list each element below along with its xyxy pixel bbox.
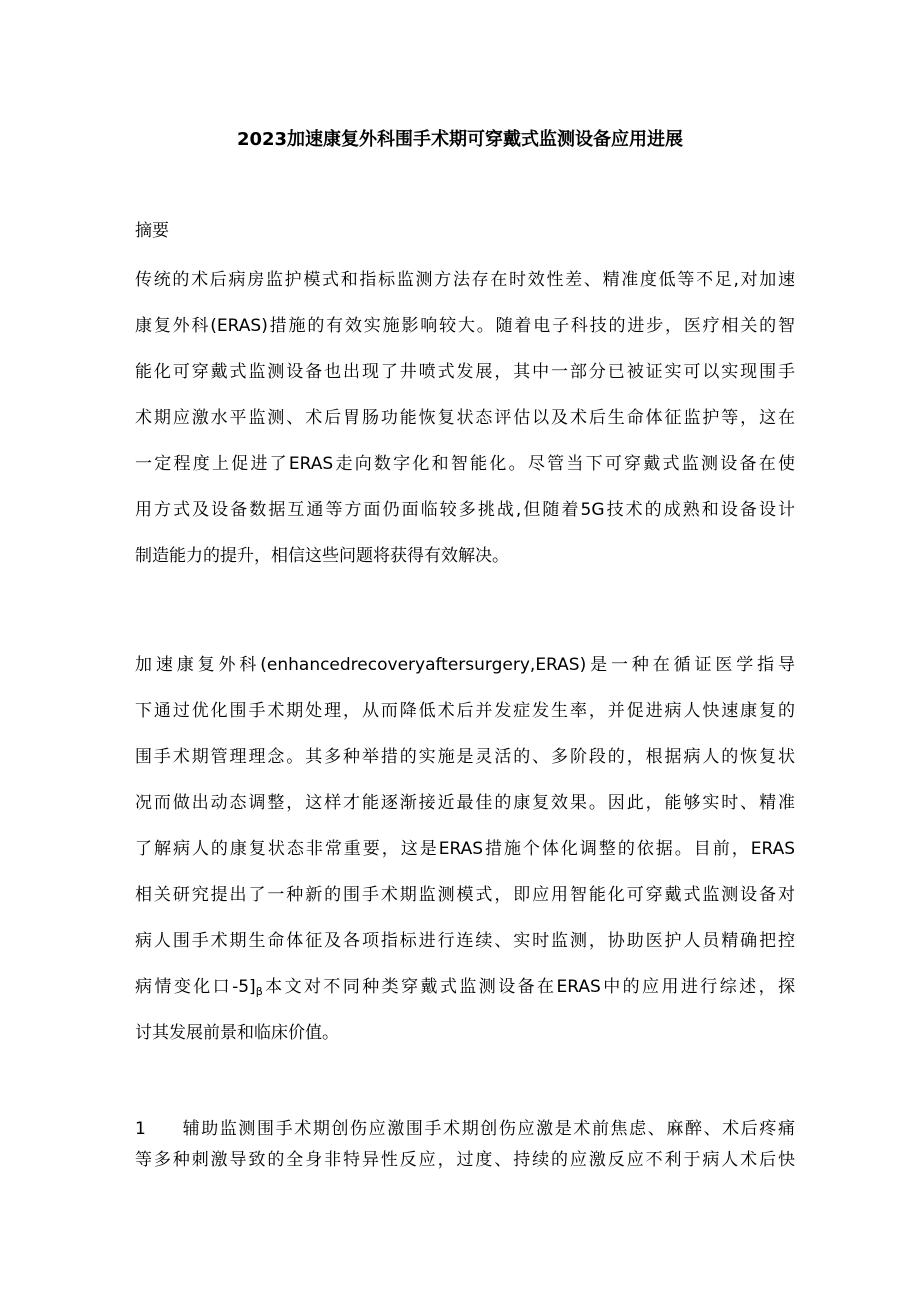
intro-line: 加速康复外科(enhancedrecoveryaftersurgery,ERAS)是一种在循证医学指导 xyxy=(135,655,795,675)
abstract-line: 康复外科(ERAS)措施的有效实施影响较大。随着电子科技的进步，医疗相关的智 xyxy=(135,316,795,336)
intro-line: 相关研究提出了一种新的围手术期监测模式，即应用智能化可穿戴式监测设备对 xyxy=(135,885,795,905)
section-line xyxy=(135,1115,795,1146)
section-1 xyxy=(135,1115,795,1177)
abstract-line: 术期应激水平监测、术后胃肠功能恢复状态评估以及术后生命体征监护等，这在 xyxy=(135,408,795,428)
intro-line: 围手术期管理理念。其多种举措的实施是灵活的、多阶段的，根据病人的恢复状 xyxy=(135,747,795,767)
intro-paragraph xyxy=(135,648,795,1062)
section-number: 1 xyxy=(135,1119,146,1139)
section-line: 等多种刺激导致的全身非特异性反应，过度、持续的应激反应不利于病人术后快 xyxy=(135,1150,795,1170)
intro-line-citation xyxy=(135,970,795,1016)
citation-text: 病情变化口-5] xyxy=(135,977,256,997)
abstract-paragraph xyxy=(135,263,795,585)
abstract-line: 传统的术后病房监护模式和指标监测方法存在时效性差、精准度低等不足,对加速 xyxy=(135,270,795,290)
citation-subscript: β xyxy=(255,985,263,998)
intro-line: 下通过优化围手术期处理，从而降低术后并发症发生率，并促进病人快速康复的 xyxy=(135,701,795,721)
document-title: 2023加速康复外科围手术期可穿戴式监测设备应用进展 xyxy=(236,129,684,150)
intro-line: 病人围手术期生命体征及各项指标进行连续、实时监测，协助医护人员精确把控 xyxy=(135,931,795,951)
abstract-line: 一定程度上促进了ERAS走向数字化和智能化。尽管当下可穿戴式监测设备在使 xyxy=(135,454,795,474)
section-heading-text: 辅助监测围手术期创伤应激围手术期创伤应激是术前焦虑、麻醉、术后疼痛 xyxy=(181,1119,795,1139)
intro-line: 讨其发展前景和临床价值。 xyxy=(135,1023,339,1043)
intro-line-rest: 本文对不同种类穿戴式监测设备在ERAS中的应用进行综述，探 xyxy=(262,977,795,997)
abstract-heading: 摘要 xyxy=(135,221,169,241)
abstract-line: 能化可穿戴式监测设备也出现了井喷式发展，其中一部分已被证实可以实现围手 xyxy=(135,362,795,382)
abstract-line: 制造能力的提升，相信这些问题将获得有效解决。 xyxy=(135,546,509,566)
intro-line: 了解病人的康复状态非常重要，这是ERAS措施个体化调整的依据。目前，ERAS xyxy=(135,839,795,859)
intro-line: 况而做出动态调整，这样才能逐渐接近最佳的康复效果。因此，能够实时、精准 xyxy=(135,793,795,813)
abstract-line: 用方式及设备数据互通等方面仍面临较多挑战,但随着5G技术的成熟和设备设计 xyxy=(135,500,795,520)
